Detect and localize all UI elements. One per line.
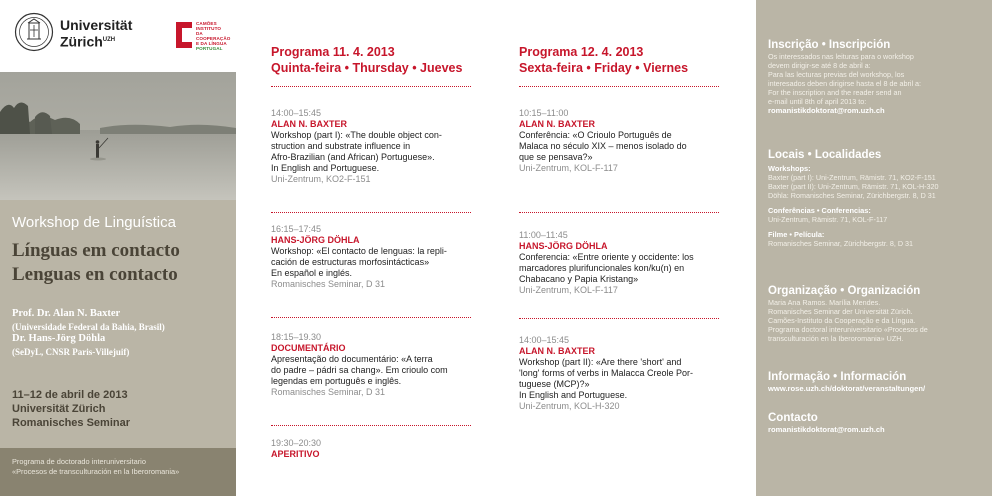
organizacao-section [768,284,986,343]
camoes-line2: INSTITUTO [196,26,222,31]
organizacao-line: transculturación en la Iberoromania» UZH. [768,334,904,343]
session-desc-line: Workshop (part II): «Are there 'short' and [519,357,682,367]
session-desc-line: do padre – pádri sa chang». Em crioulo com [271,365,448,375]
contacto-heading: Contacto [768,412,818,424]
conferences-label: Conferências • Conferencias: [768,206,871,215]
session-time: 18:15–19.30 [271,332,322,342]
website-link[interactable]: www.rose.uzh.ch/doktorat/veranstaltungen/ [768,384,926,393]
uzh-seal-logo [14,12,54,52]
session-desc-line: Apresentação do documentário: «A terra [271,354,433,364]
session-time: 16:15–17:45 [271,224,322,234]
inscricao-email-link[interactable]: romanistikdoktorat@rom.uzh.ch [768,106,885,115]
day2-session-1 [519,108,729,174]
dotted-divider [271,317,471,318]
inscricao-heading: Inscrição • Inscripción [768,39,891,51]
uzh-sup: UZH [102,37,116,43]
session-desc-line: Malaca no século XIX – menos isolado do [519,141,687,151]
session-speaker: HANS-JÖRG DÖHLA [519,241,608,251]
day1-heading [271,44,462,76]
session-desc-line: que se pensava?» [519,152,593,162]
session-speaker: APERITIVO [271,449,320,459]
session-time: 19:30–20:30 [271,438,322,448]
session-desc-line: tuguese (MCP)?» [519,379,590,389]
uzh-wordmark [60,18,132,50]
program-footer [0,448,236,496]
dotted-divider [519,318,719,319]
camoes-c-icon [174,20,196,50]
day1-date: Programa 11. 4. 2013 [271,45,395,59]
session-desc-line: 'long' forms of verbs in Malacca Creole Por- [519,368,694,378]
day1-session-2 [271,224,481,290]
session-location: Uni-Zentrum, KOL-F-117 [519,285,618,295]
day2-date: Programa 12. 4. 2013 [519,45,644,59]
session-desc-line: In English and Portuguese. [519,390,628,400]
session-time: 14:00–15:45 [271,108,322,118]
event-date: 11–12 de abril de 2013 [12,389,128,401]
session-time: 14:00–15:45 [519,335,570,345]
topic-spanish: Lenguas en contacto [12,264,178,285]
camoes-line4: E DA LÍNGUA [196,41,227,46]
workshop-title: Workshop de Linguística [12,214,176,231]
session-desc-line: legendas em português e inglês. [271,376,402,386]
session-speaker: ALAN N. BAXTER [519,119,595,129]
locais-heading: Locais • Localidades [768,149,882,161]
organizacao-heading: Organização • Organización [768,285,921,297]
uzh-name-line2: Zürich [60,33,103,50]
film-location-line: Romanisches Seminar, Zürichbergstr. 8, D 31 [768,239,914,248]
topic-portuguese: Línguas em contacto [12,240,180,261]
day1-session-1 [271,108,481,185]
workshops-label: Workshops: [768,164,811,173]
organizacao-line: Maria Ana Ramos. Marília Mendes. [768,298,881,307]
speakers [12,308,165,358]
left-panel [0,0,236,496]
workshop-info-panel [0,200,236,448]
contacto-section [768,411,986,435]
speaker1-affiliation: (Universidade Federal da Bahia, Brasil) [12,321,165,332]
uzh-name-line1: Universität [60,17,133,33]
logo-bar [14,12,236,56]
dotted-divider [271,86,471,87]
session-time: 10:15–11:00 [519,108,569,118]
session-speaker: ALAN N. BAXTER [519,346,595,356]
workshop-location-line: Baxter (part I): Uni-Zentrum, Rämistr. 71, KO2-F-151 [768,173,936,182]
contact-email-link[interactable]: romanistikdoktorat@rom.uzh.ch [768,425,885,434]
doctoral-program-note [12,457,179,477]
camoes-logo [174,20,236,54]
camoes-line1: CAMÕES [196,21,217,26]
inscricao-section [768,38,986,116]
session-desc-line: marcadores plurifuncionales kon/ku(n) en [519,263,685,273]
speaker1-name: Prof. Dr. Alan N. Baxter [12,308,121,319]
session-location: Uni-Zentrum, KOL-H-320 [519,401,620,411]
session-location: Uni-Zentrum, KO2-F-151 [271,174,371,184]
day2-weekday: Sexta-feira • Friday • Viernes [519,61,689,75]
dotted-divider [271,212,471,213]
speaker2-affiliation: (SeDyL, CNSR Paris-Villejuif) [12,346,130,357]
session-desc-line: cación de estructuras morfosintácticas» [271,257,430,267]
program-line1: Programa de doctorado interuniversitario [12,457,146,466]
workshop-location-line: Baxter (part II): Uni-Zentrum, Rämistr. 71, KOL-H-320 [768,182,939,191]
right-info-panel [756,0,992,496]
flooded-landscape-photo [0,72,236,200]
session-desc-line: Conferência: «O Crioulo Português de [519,130,672,140]
camoes-line3: DA COOPERAÇÃO [196,31,231,41]
organizacao-line: Programa doctoral interuniversitario «Procesos de [768,325,928,334]
locais-section [768,148,986,248]
event-seminar: Romanisches Seminar [12,417,130,429]
speaker2-name: Dr. Hans-Jörg Döhla [12,333,106,344]
inscricao-line: devem dirigir-se até 8 de abril a: [768,61,871,70]
inscricao-line: e-mail until 8th of april 2013 to: [768,97,867,106]
day1-session-4 [271,438,481,460]
day2-session-3 [519,335,729,412]
program-line2: «Procesos de transculturación en la Iberoromania» [12,467,180,476]
session-speaker: ALAN N. BAXTER [271,119,347,129]
workshop-location-line: Döhla: Romanisches Seminar, Zürichbergstr. 8, D 31 [768,191,936,200]
session-desc-line: struction and substrate influence in [271,141,411,151]
day1-session-3 [271,332,481,398]
inscricao-line: For the inscription and the reader send an [768,88,902,97]
event-university: Universität Zürich [12,403,106,415]
organizacao-line: Romanisches Seminar der Universität Zürich. [768,307,913,316]
session-location: Romanisches Seminar, D 31 [271,279,386,289]
session-desc-line: Workshop: «El contacto de lenguas: la repli- [271,246,447,256]
informacao-section [768,370,986,394]
inscricao-line: interesados deben dirigirse hasta el 8 de abril a: [768,79,922,88]
camoes-text [196,21,236,51]
film-label: Filme • Película: [768,230,825,239]
session-speaker: HANS-JÖRG DÖHLA [271,235,360,245]
session-desc-line: Chabacano y Papia Kristang» [519,274,639,284]
session-desc-line: In English and Portuguese. [271,163,380,173]
session-desc-line: Workshop (part I): «The double object con- [271,130,442,140]
organizacao-line: Camões-Instituto da Cooperação e da Língua. [768,316,916,325]
informacao-heading: Informação • Información [768,371,907,383]
session-speaker: DOCUMENTÁRIO [271,343,346,353]
day1-weekday: Quinta-feira • Thursday • Jueves [271,61,463,75]
event-dates [12,388,130,430]
day2-heading [519,44,688,76]
day2-session-2 [519,230,729,296]
session-time: 11:00–11:45 [519,230,568,240]
session-desc-line: Conferencia: «Entre oriente y occidente: los [519,252,694,262]
dotted-divider [519,212,719,213]
inscricao-line: Os interessados nas leituras para o workshop [768,52,914,61]
camoes-line5: PORTUGAL [196,46,223,51]
session-desc-line: Afro-Brazilian (and African) Portuguese». [271,152,435,162]
dotted-divider [519,86,719,87]
conference-location-line: Uni-Zentrum, Rämistr. 71, KOL-F-117 [768,215,888,224]
session-location: Romanisches Seminar, D 31 [271,387,386,397]
session-desc-line: En español e inglés. [271,268,353,278]
session-location: Uni-Zentrum, KOL-F-117 [519,163,618,173]
dotted-divider [271,425,471,426]
inscricao-line: Para las lecturas previas del workshop, los [768,70,905,79]
